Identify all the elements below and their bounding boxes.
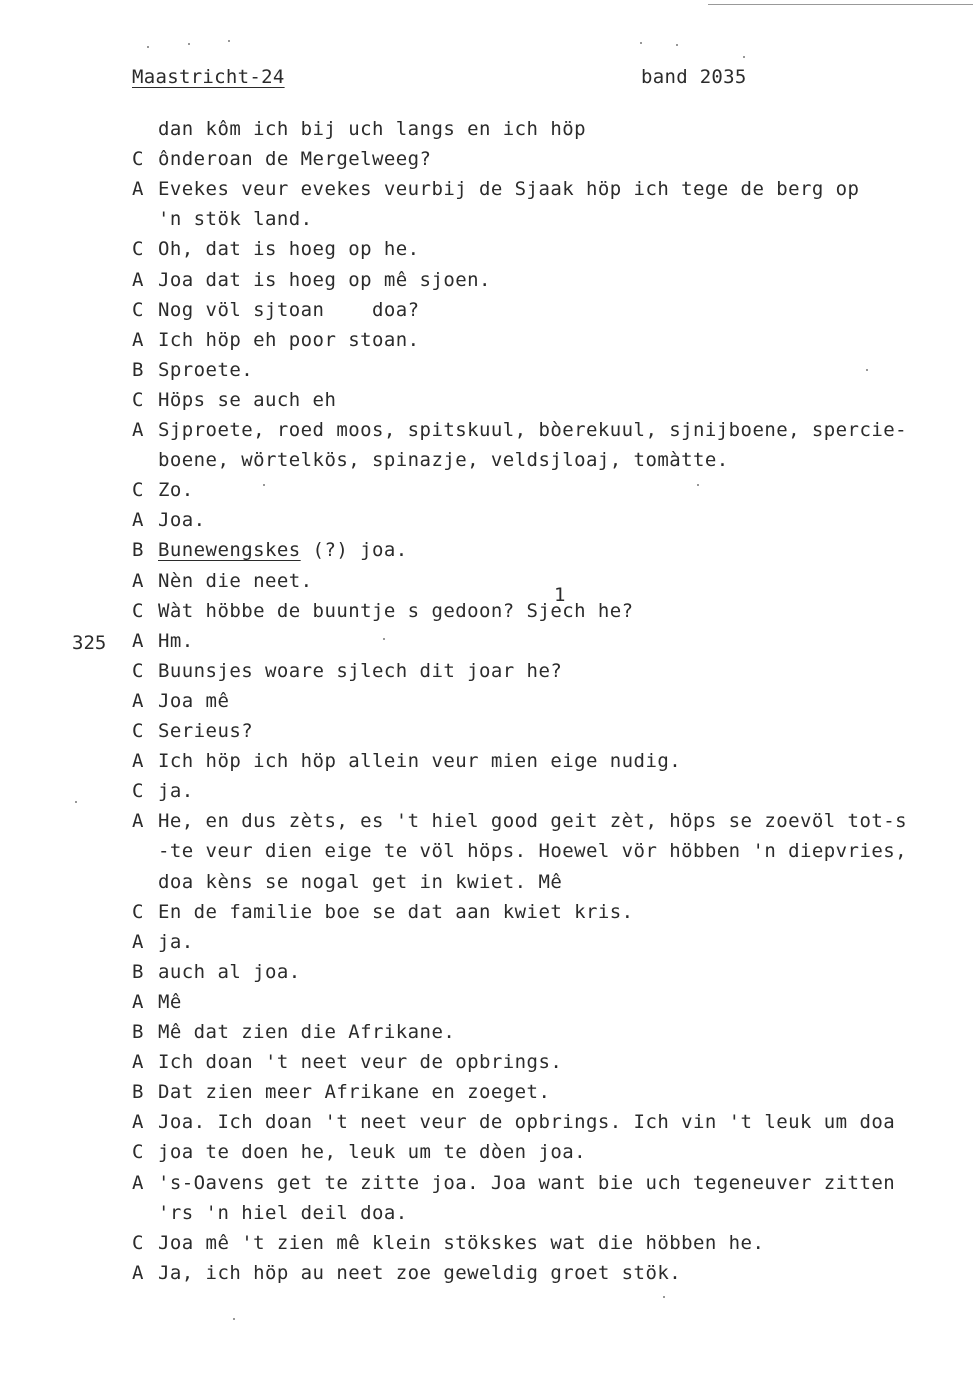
scan-speck <box>866 369 868 371</box>
speaker-label: A <box>132 1111 144 1133</box>
transcript-line <box>132 780 194 802</box>
scan-speck <box>188 43 190 45</box>
transcript-line <box>132 1172 895 1194</box>
utterance-text: He, en dus zèts, es 't hiel good geit zèt, höps se zoevöl tot-s <box>158 810 908 832</box>
transcript-line <box>132 359 253 381</box>
utterance-text: Joa. <box>158 509 206 531</box>
utterance-text: auch al joa. <box>158 961 301 983</box>
scan-speck <box>663 1296 665 1298</box>
transcript-line <box>132 931 194 953</box>
transcript-line <box>132 1081 550 1103</box>
utterance-text: Hm. <box>158 630 194 652</box>
scan-speck <box>383 638 385 640</box>
utterance-text: dan kôm ich bij uch langs en ich höp <box>158 118 587 140</box>
scan-speck <box>743 56 745 58</box>
utterance-text: Höps se auch eh <box>158 389 337 411</box>
scan-speck <box>75 801 77 803</box>
utterance-text: Bunewengskes (?) joa. <box>158 539 408 561</box>
speaker-label: C <box>132 1232 144 1254</box>
transcript-line <box>132 660 562 682</box>
utterance-text: 'rs 'n hiel deil doa. <box>158 1202 408 1224</box>
utterance-text: Serieus? <box>158 720 254 742</box>
transcript-line <box>132 539 408 561</box>
speaker-label: B <box>132 1081 144 1103</box>
utterance-text: ônderoan de Mergelweeg? <box>158 148 432 170</box>
transcript-line <box>132 810 907 832</box>
speaker-label: C <box>132 389 144 411</box>
transcript-line <box>132 630 194 652</box>
transcript-line <box>132 600 634 622</box>
speaker-label: C <box>132 299 144 321</box>
utterance-text: Sjproete, roed moos, spitskuul, bòerekuul, sjnijboene, spercie- <box>158 419 908 441</box>
utterance-text: Joa mê 't zien mê klein stökskes wat die höbben he. <box>158 1232 765 1254</box>
utterance-text: joa te doen he, leuk um te dòen joa. <box>158 1141 587 1163</box>
transcript-line <box>132 961 301 983</box>
transcript-line <box>158 208 313 230</box>
utterance-text: Wàt höbbe de buuntje s gedoon? Sjech he? <box>158 600 634 622</box>
utterance-text: Nog völ sjtoan doa? <box>158 299 420 321</box>
transcript-line <box>132 1021 455 1043</box>
transcript-line <box>132 1051 562 1073</box>
transcript-line <box>132 991 182 1013</box>
utterance-text: ja. <box>158 780 194 802</box>
speaker-label: A <box>132 690 144 712</box>
scan-speck <box>147 46 149 48</box>
speaker-label: C <box>132 479 144 501</box>
utterance-text: doa kèns se nogal get in kwiet. Mê <box>158 871 563 893</box>
utterance-text: En de familie boe se dat aan kwiet kris. <box>158 901 634 923</box>
transcript-line <box>158 840 907 862</box>
utterance-text: Ich höp eh poor stoan. <box>158 329 420 351</box>
speaker-label: A <box>132 991 144 1013</box>
utterance-text: 's-Oavens get te zitte joa. Joa want bie uch tegeneuver zitten <box>158 1172 896 1194</box>
speaker-label: A <box>132 931 144 953</box>
speaker-label: A <box>132 810 144 832</box>
utterance-text: Buunsjes woare sjlech dit joar he? <box>158 660 563 682</box>
utterance-text: Ich höp ich höp allein veur mien eige nudig. <box>158 750 682 772</box>
utterance-text: Joa dat is hoeg op mê sjoen. <box>158 269 491 291</box>
speaker-label: B <box>132 961 144 983</box>
transcript-line <box>132 750 681 772</box>
utterance-text: Joa. Ich doan 't neet veur de opbrings. Ich vin 't leuk um doa <box>158 1111 896 1133</box>
speaker-label: A <box>132 630 144 652</box>
speaker-label: C <box>132 238 144 260</box>
transcript-line <box>132 419 907 441</box>
utterance-text: Evekes veur evekes veurbij de Sjaak höp ich tege de berg op <box>158 178 860 200</box>
utterance-text: Mê <box>158 991 182 1013</box>
transcript-line <box>132 389 336 411</box>
speaker-label: A <box>132 570 144 592</box>
speaker-label: A <box>132 750 144 772</box>
utterance-text: Joa mê <box>158 690 230 712</box>
footnote-mark: 1 <box>554 584 566 606</box>
utterance-text: ja. <box>158 931 194 953</box>
speaker-label: C <box>132 1141 144 1163</box>
speaker-label: C <box>132 780 144 802</box>
transcript-line <box>132 238 420 260</box>
scan-speck <box>228 40 230 42</box>
transcript-line <box>132 329 420 351</box>
speaker-label: A <box>132 269 144 291</box>
scan-speck <box>233 1318 235 1320</box>
utterance-text: -te veur dien eige te völ höps. Hoewel vör höbben 'n diepvries, <box>158 840 908 862</box>
transcript-line <box>158 118 586 140</box>
transcript-line <box>132 299 420 321</box>
utterance-text: boene, wörtelkös, spinazje, veldsjloaj, tomàtte. <box>158 449 729 471</box>
utterance-text: Zo. <box>158 479 194 501</box>
utterance-text: Ich doan 't neet veur de opbrings. <box>158 1051 563 1073</box>
margin-line-number: 325 <box>72 632 107 654</box>
transcript-line <box>132 509 206 531</box>
transcript-line <box>132 178 859 200</box>
speaker-label: B <box>132 1021 144 1043</box>
speaker-label: C <box>132 660 144 682</box>
transcript-line <box>132 269 491 291</box>
speaker-label: A <box>132 509 144 531</box>
speaker-label: A <box>132 1051 144 1073</box>
transcript-line <box>132 479 194 501</box>
transcript-line <box>132 1141 586 1163</box>
scan-speck <box>697 484 699 486</box>
speaker-label: A <box>132 419 144 441</box>
scan-speck <box>676 44 678 46</box>
scan-speck <box>640 42 642 44</box>
utterance-text: 'n stök land. <box>158 208 313 230</box>
utterance-text: Dat zien meer Afrikane en zoeget. <box>158 1081 551 1103</box>
speaker-label: C <box>132 901 144 923</box>
top-rule <box>708 4 973 5</box>
utterance-text: Nèn die neet. <box>158 570 313 592</box>
transcript-line <box>132 1111 895 1133</box>
speaker-label: C <box>132 148 144 170</box>
header-band: band 2035 <box>641 66 747 88</box>
transcript-line <box>132 148 431 170</box>
speaker-label: A <box>132 329 144 351</box>
speaker-label: C <box>132 600 144 622</box>
utterance-text: Mê dat zien die Afrikane. <box>158 1021 456 1043</box>
transcript-line <box>132 690 229 712</box>
utterance-text: Ja, ich höp au neet zoe geweldig groet stök. <box>158 1262 682 1284</box>
speaker-label: A <box>132 1262 144 1284</box>
transcript-line <box>132 570 313 592</box>
speaker-label: A <box>132 1172 144 1194</box>
transcript-line <box>158 871 562 893</box>
speaker-label: C <box>132 720 144 742</box>
utterance-text: Sproete. <box>158 359 254 381</box>
transcript-line <box>132 1262 681 1284</box>
transcript-line <box>158 1202 408 1224</box>
transcript-line <box>158 449 729 471</box>
speaker-label: A <box>132 178 144 200</box>
speaker-label: B <box>132 539 144 561</box>
transcript-line <box>132 1232 764 1254</box>
transcript-line <box>132 720 253 742</box>
scan-speck <box>263 484 265 486</box>
speaker-label: B <box>132 359 144 381</box>
header-title: Maastricht-24 <box>132 66 285 88</box>
transcript-line <box>132 901 634 923</box>
utterance-text: Oh, dat is hoeg op he. <box>158 238 420 260</box>
